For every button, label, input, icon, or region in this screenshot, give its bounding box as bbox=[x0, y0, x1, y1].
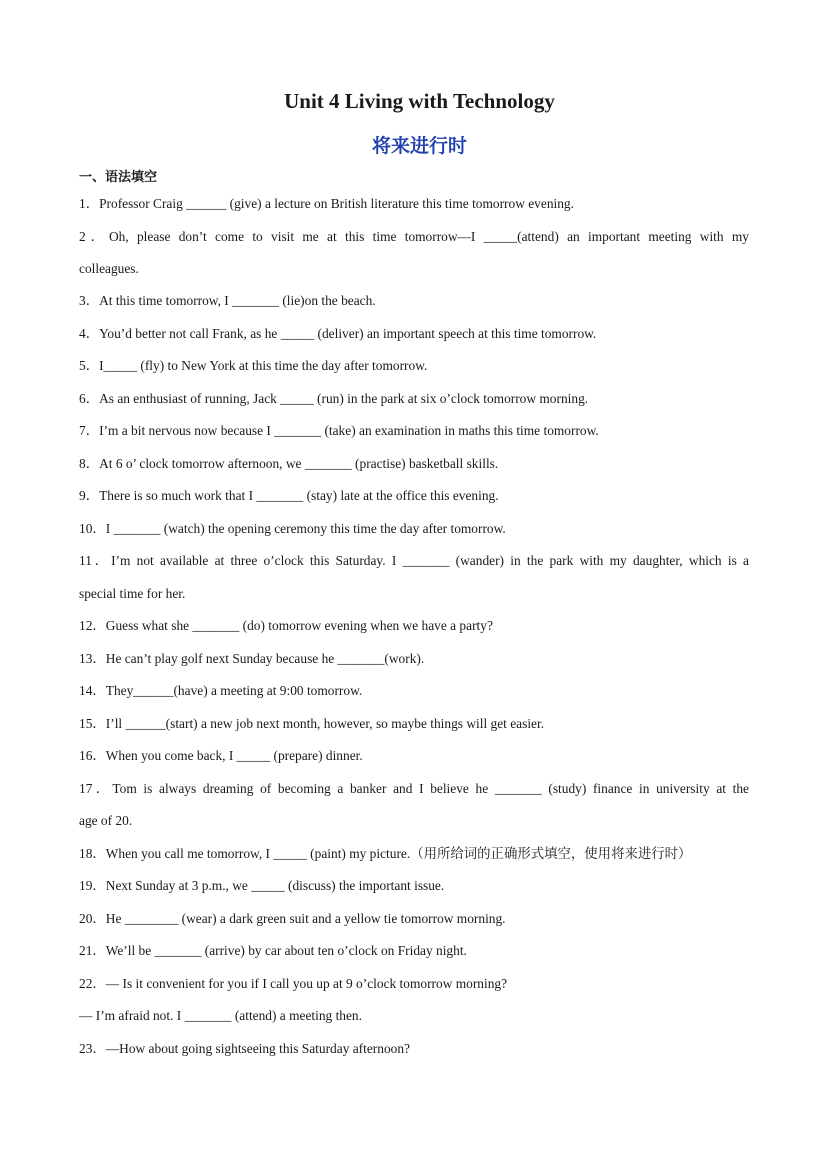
exercise-line: 9．There is so much work that I _______ (stay) late at the office this evening. bbox=[79, 488, 499, 503]
exercise-line: 1．Professor Craig ______ (give) a lecture on British literature this time tomorrow evening. bbox=[79, 196, 574, 211]
exercise-line: 15．I’ll ______(start) a new job next month, however, so maybe things will get easier. bbox=[79, 716, 545, 731]
exercise-line: 11．I’m not available at three o’clock this Saturday. I _______ (wander) in the park with my daughter, which is a bbox=[79, 553, 749, 568]
exercise-line: 5．I_____ (fly) to New York at this time the day after tomorrow. bbox=[79, 358, 428, 373]
exercise-line: colleagues. bbox=[79, 261, 139, 276]
exercise-line: 18．When you call me tomorrow, I _____ (paint) my picture.（用所给词的正确形式填空，使用将来进行时） bbox=[79, 846, 692, 861]
exercise-line: special time for her. bbox=[79, 586, 186, 601]
exercise-line: — I’m afraid not. I _______ (attend) a meeting then. bbox=[79, 1008, 362, 1023]
exercise-line: 21．We’ll be _______ (arrive) by car about ten o’clock on Friday night. bbox=[79, 943, 467, 958]
page-title: Unit 4 Living with Technology bbox=[284, 89, 555, 113]
exercise-line: 10．I _______ (watch) the opening ceremony this time the day after tomorrow. bbox=[79, 521, 506, 536]
page-subtitle: 将来进行时 bbox=[371, 135, 467, 157]
exercise-line: 3．At this time tomorrow, I _______ (lie)on the beach. bbox=[79, 293, 376, 308]
exercise-line: 4．You’d better not call Frank, as he _____ (deliver) an important speech at this time tomorrow. bbox=[79, 326, 597, 341]
exercise-line: 17．Tom is always dreaming of becoming a banker and I believe he _______ (study) finance in university at the bbox=[79, 781, 749, 796]
exercise-line: 13．He can’t play golf next Sunday because he _______(work). bbox=[79, 651, 425, 666]
exercise-line: 20．He ________ (wear) a dark green suit and a yellow tie tomorrow morning. bbox=[79, 911, 506, 926]
exercise-line: 8．At 6 o’ clock tomorrow afternoon, we _______ (practise) basketball skills. bbox=[79, 456, 499, 471]
exercise-line: 14．They______(have) a meeting at 9:00 tomorrow. bbox=[79, 683, 363, 698]
exercise-line: 7．I’m a bit nervous now because I _______ (take) an examination in maths this time tomorrow. bbox=[79, 423, 599, 438]
exercise-line: 2．Oh, please don’t come to visit me at this time tomorrow—I _____(attend) an important meeting with my bbox=[79, 229, 749, 244]
exercise-line: 19．Next Sunday at 3 p.m., we _____ (discuss) the important issue. bbox=[79, 878, 445, 893]
exercise-line: 16．When you come back, I _____ (prepare) dinner. bbox=[79, 748, 363, 763]
exercise-line: 23．—How about going sightseeing this Saturday afternoon? bbox=[79, 1041, 410, 1056]
exercise-line: 6．As an enthusiast of running, Jack _____ (run) in the park at six o’clock tomorrow morning. bbox=[79, 391, 589, 406]
exercise-line: age of 20. bbox=[79, 813, 133, 828]
exercise-line: 12．Guess what she _______ (do) tomorrow evening when we have a party? bbox=[79, 618, 493, 633]
exercise-line: 22．— Is it convenient for you if I call you up at 9 o’clock tomorrow morning? bbox=[79, 976, 508, 991]
section-heading: 一、语法填空 bbox=[79, 170, 158, 185]
